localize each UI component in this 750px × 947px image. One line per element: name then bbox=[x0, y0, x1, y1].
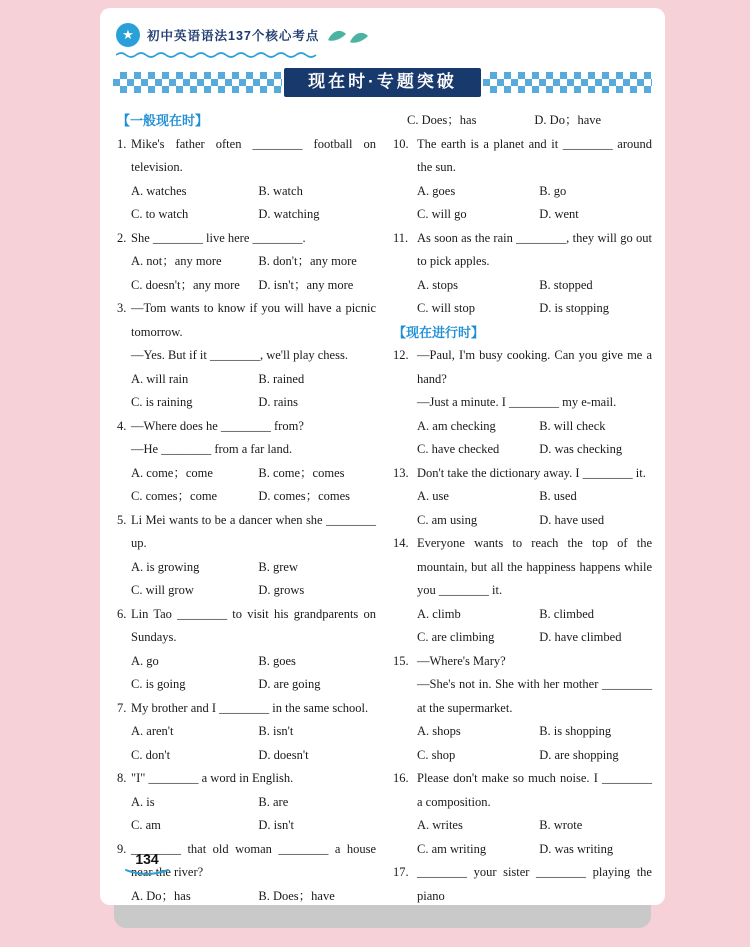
question-stem: "I" ________ a word in English. bbox=[131, 771, 294, 785]
question-number: 10. bbox=[393, 136, 409, 151]
question-number: 8. bbox=[117, 771, 127, 785]
question-stem: She ________ live here ________. bbox=[131, 230, 306, 245]
option-A: A. climb bbox=[417, 606, 461, 621]
options-grid bbox=[417, 720, 652, 767]
option-B: B. goes bbox=[258, 653, 296, 668]
question-stem: Please don't make so much noise. I ________ a composition. bbox=[417, 771, 652, 809]
question-6 bbox=[117, 603, 376, 697]
options-grid bbox=[131, 885, 376, 909]
question-number: 5. bbox=[117, 512, 127, 527]
options-grid bbox=[131, 791, 376, 838]
option-D: D. was writing bbox=[539, 841, 614, 856]
question-stem: —He ________ from a far land. bbox=[131, 442, 293, 456]
option-D: D. have climbed bbox=[539, 630, 622, 644]
question-stem: Lin Tao ________ to visit his grandparents on Sundays. bbox=[131, 606, 376, 644]
option-D: D. have used bbox=[539, 512, 605, 527]
question-7 bbox=[117, 697, 376, 768]
page-header bbox=[116, 21, 370, 49]
option-B: B. used bbox=[539, 489, 577, 503]
option-C: C. will grow bbox=[131, 583, 194, 597]
option-D: D. comes；comes bbox=[258, 489, 351, 503]
option-D: D. isn't bbox=[258, 818, 294, 832]
banner-title: 现在时·专题突破 bbox=[284, 68, 481, 97]
option-A: A. Do；has bbox=[131, 888, 191, 903]
option-B: B. Does；have bbox=[258, 888, 335, 903]
question-number: 4. bbox=[117, 418, 127, 433]
option-A: A. go bbox=[131, 653, 159, 668]
option-D: D. was checking bbox=[539, 442, 623, 456]
options-grid bbox=[131, 250, 376, 297]
option-A: A. use bbox=[417, 489, 449, 503]
question-stem: —Where does he ________ from? bbox=[131, 418, 304, 433]
options-grid bbox=[417, 415, 652, 462]
question-number: 12. bbox=[393, 348, 409, 362]
option-C: C. shop bbox=[417, 747, 456, 762]
question-8 bbox=[117, 767, 376, 838]
question-17 bbox=[393, 861, 652, 908]
question-number: 3. bbox=[117, 301, 127, 315]
option-B: B. is shopping bbox=[539, 724, 612, 738]
question-2 bbox=[117, 227, 376, 298]
question-14 bbox=[393, 532, 652, 650]
options-grid bbox=[131, 720, 376, 767]
question-number: 14. bbox=[393, 536, 409, 550]
question-number: 7. bbox=[117, 700, 127, 715]
question-1 bbox=[117, 133, 376, 227]
option-C: C. will stop bbox=[417, 301, 475, 315]
option-C: C. comes；come bbox=[131, 489, 218, 503]
option-D: D. isn't；any more bbox=[258, 277, 354, 292]
option-D: D. are going bbox=[258, 677, 321, 691]
question-number: 11. bbox=[393, 230, 409, 245]
option-B: B. climbed bbox=[539, 606, 595, 621]
option-B: B. stopped bbox=[539, 277, 593, 292]
question-12 bbox=[393, 344, 652, 462]
workbook-page bbox=[100, 8, 665, 905]
question-15 bbox=[393, 650, 652, 768]
option-B: B. watch bbox=[258, 183, 303, 198]
options-grid bbox=[417, 274, 652, 321]
option-A: A. will rain bbox=[131, 371, 189, 386]
option-A: A. shops bbox=[417, 724, 461, 738]
question-4 bbox=[117, 415, 376, 509]
option-A: A. is bbox=[131, 794, 155, 809]
options-grid bbox=[407, 109, 652, 133]
option-A: A. watches bbox=[131, 183, 187, 198]
question-11 bbox=[393, 227, 652, 321]
option-D: D. went bbox=[539, 207, 579, 221]
options-grid bbox=[131, 650, 376, 697]
exercise-content bbox=[117, 109, 652, 908]
question-stem: As soon as the rain ________, they will go out to pick apples. bbox=[417, 230, 652, 268]
options-grid bbox=[131, 180, 376, 227]
option-D: D. grows bbox=[258, 583, 305, 597]
question-options-continued bbox=[393, 109, 652, 133]
wavy-underline bbox=[116, 50, 326, 60]
option-D: D. Do；have bbox=[534, 113, 602, 127]
question-number: 1. bbox=[117, 136, 127, 151]
option-D: D. doesn't bbox=[258, 747, 309, 762]
options-grid bbox=[417, 603, 652, 650]
question-number: 16. bbox=[393, 771, 409, 785]
option-A: A. is growing bbox=[131, 559, 200, 574]
option-B: B. are bbox=[258, 794, 289, 809]
options-grid bbox=[131, 462, 376, 509]
option-C: C. to watch bbox=[131, 207, 189, 221]
option-A: A. not；any more bbox=[131, 254, 222, 268]
option-C: C. Does；has bbox=[407, 113, 477, 127]
question-number: 13. bbox=[393, 465, 409, 480]
right-column bbox=[393, 109, 652, 908]
option-D: D. are shopping bbox=[539, 747, 619, 762]
question-number: 9. bbox=[117, 841, 127, 856]
question-stem: Li Mei wants to be a dancer when she ________ up. bbox=[131, 512, 376, 550]
option-B: B. come；comes bbox=[258, 465, 345, 480]
question-number: 6. bbox=[117, 606, 127, 621]
option-C: C. doesn't；any more bbox=[131, 277, 240, 292]
question-13 bbox=[393, 462, 652, 533]
section-header: 【现在进行时】 bbox=[393, 324, 485, 340]
option-B: B. will check bbox=[539, 418, 606, 433]
question-stem: My brother and I ________ in the same school. bbox=[131, 700, 369, 715]
page-number-underline bbox=[124, 867, 170, 877]
book-title: 初中英语语法137个核心考点 bbox=[147, 29, 320, 43]
options-grid bbox=[131, 368, 376, 415]
section-header: 【一般现在时】 bbox=[117, 113, 209, 128]
option-B: B. isn't bbox=[258, 724, 294, 738]
option-C: C. have checked bbox=[417, 442, 500, 456]
option-B: B. wrote bbox=[539, 818, 583, 832]
question-stem: —Just a minute. I ________ my e-mail. bbox=[417, 395, 617, 409]
question-stem: Mike's father often ________ football on television. bbox=[131, 136, 376, 174]
page-number bbox=[124, 851, 170, 877]
question-stem: —Where's Mary? bbox=[417, 653, 506, 668]
section-banner bbox=[113, 68, 652, 96]
question-10 bbox=[393, 133, 652, 227]
option-C: C. is raining bbox=[131, 395, 193, 409]
option-D: D. rains bbox=[258, 395, 298, 409]
question-stem: ________ your sister ________ playing the piano bbox=[417, 865, 652, 903]
question-number: 15. bbox=[393, 653, 409, 668]
options-grid bbox=[417, 485, 652, 532]
logo-star-icon: ★ bbox=[116, 23, 140, 47]
question-3 bbox=[117, 297, 376, 415]
option-D: D. watching bbox=[258, 207, 320, 221]
option-A: A. am checking bbox=[417, 418, 496, 433]
option-C: C. am bbox=[131, 818, 161, 832]
options-grid bbox=[417, 180, 652, 227]
option-A: A. goes bbox=[417, 183, 456, 198]
question-16 bbox=[393, 767, 652, 861]
question-stem: —Paul, I'm busy cooking. Can you give me a hand? bbox=[417, 348, 652, 386]
option-C: C. am writing bbox=[417, 841, 487, 856]
checker-strip-left bbox=[113, 72, 282, 93]
question-stem: —Yes. But if it ________, we'll play chess. bbox=[131, 348, 348, 362]
page-number-text: 134 bbox=[135, 851, 159, 867]
question-stem: Everyone wants to reach the top of the mountain, but all the happiness happens while you ________ it. bbox=[417, 536, 652, 597]
question-stem: ________ that old woman ________ a house near the river? bbox=[131, 841, 376, 879]
option-C: C. are climbing bbox=[417, 630, 495, 644]
option-B: B. rained bbox=[258, 371, 305, 386]
option-C: C. is going bbox=[131, 677, 186, 691]
option-B: B. don't；any more bbox=[258, 254, 357, 268]
option-C: C. don't bbox=[131, 747, 171, 762]
option-B: B. grew bbox=[258, 559, 298, 574]
options-grid bbox=[417, 814, 652, 861]
option-A: A. writes bbox=[417, 818, 463, 832]
checker-strip-right bbox=[483, 72, 652, 93]
question-stem: Don't take the dictionary away. I ________ it. bbox=[417, 465, 646, 480]
question-stem: —She's not in. She with her mother ________ at the supermarket. bbox=[417, 677, 652, 715]
question-5 bbox=[117, 509, 376, 603]
options-grid bbox=[131, 556, 376, 603]
leaf-decoration-icon bbox=[326, 26, 370, 44]
option-A: A. aren't bbox=[131, 724, 174, 738]
option-A: A. stops bbox=[417, 277, 458, 292]
option-D: D. is stopping bbox=[539, 301, 609, 315]
question-stem: —Tom wants to know if you will have a picnic tomorrow. bbox=[131, 301, 376, 339]
left-column bbox=[117, 109, 376, 908]
question-number: 2. bbox=[117, 230, 127, 245]
question-stem: The earth is a planet and it ________ around the sun. bbox=[417, 136, 652, 174]
option-B: B. go bbox=[539, 183, 567, 198]
option-A: A. come；come bbox=[131, 465, 213, 480]
option-C: C. will go bbox=[417, 207, 467, 221]
question-number: 17. bbox=[393, 865, 409, 879]
option-C: C. am using bbox=[417, 512, 478, 527]
